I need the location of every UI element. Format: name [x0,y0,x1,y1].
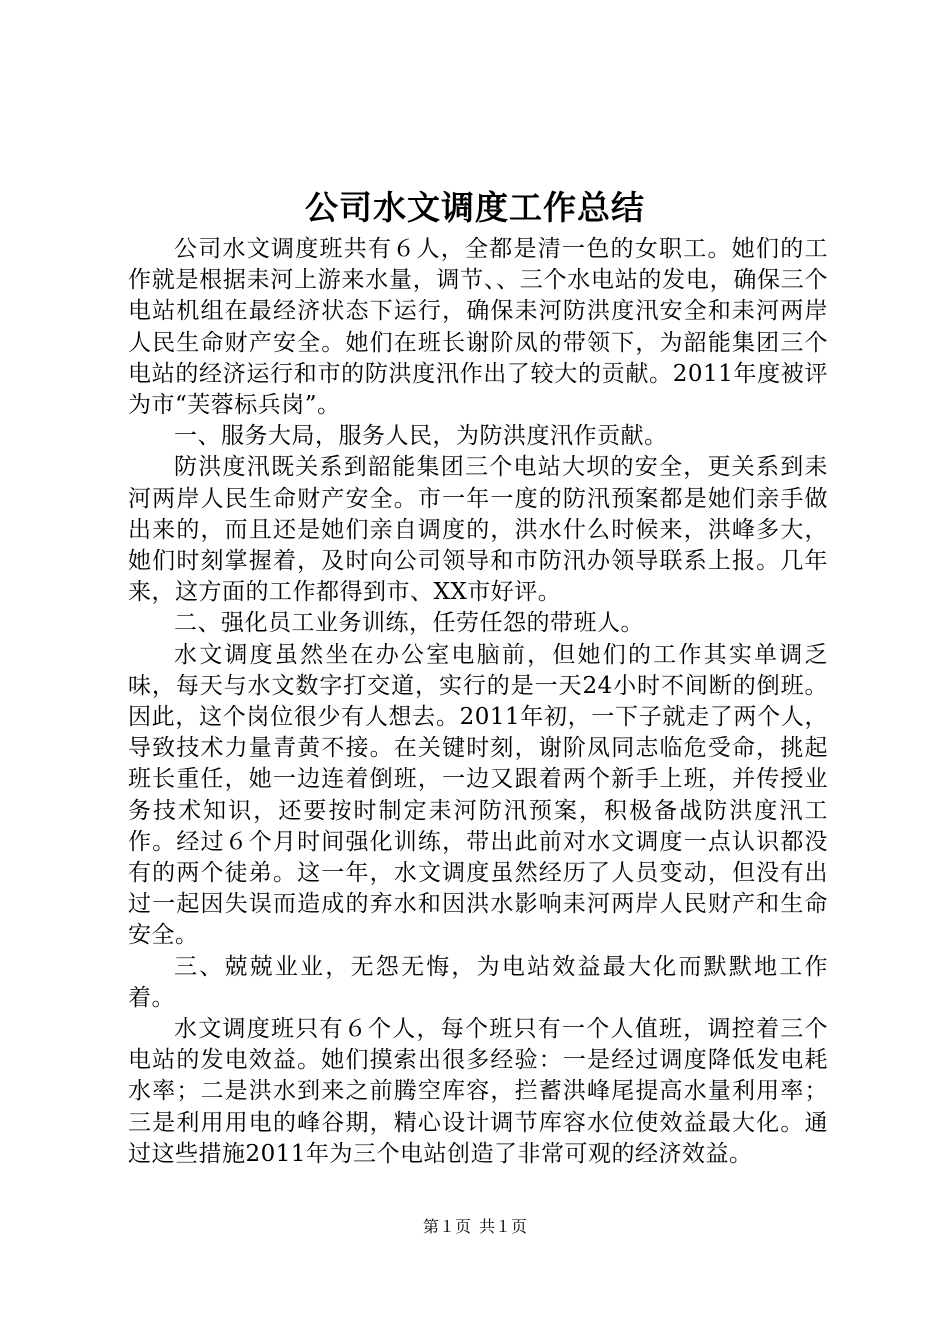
section-heading-2: 二、强化员工业务训练，任劳任怨的带班人。 [174,610,644,637]
document-title: 公司水文调度工作总结 [305,188,645,227]
paragraph-intro: 公司水文调度班共有６人，全都是清一色的女职工。她们的工作就是根据耒河上游来水量，调节、、三个水电站的发电，确保三个电站机组在最经济状态下运行，确保耒河防洪度汛安全和耒河两岸人民生命财产安全。她们在班长谢阶凤的带领下，为韶能集团三个电站的经济运行和市的防洪度汛作出了较大的贡献。2011年度被评为市“芙蓉标兵岗”。 [128,236,828,419]
paragraph-section-2: 水文调度虽然坐在办公室电脑前，但她们的工作其实单调乏味，每天与水文数字打交道，实行的是一天24小时不间断的倒班。因此，这个岗位很少有人想去。2011年初，一下子就走了两个人，导致技术力量青黄不接。在关键时刻，谢阶凤同志临危受命，挑起班长重任，她一边连着倒班，一边又跟着两个新手上班，并传授业务技术知识，还要按时制定耒河防汛预案，积极备战防洪度汛工作。经过６个月时间强化训练，带出此前对水文调度一点认识都没有的两个徒弟。这一年，水文调度虽然经历了人员变动，但没有出过一起因失误而造成的弃水和因洪水影响耒河两岸人民财产和生命安全。 [128,641,828,949]
page-total: 共１页 [479,1217,528,1236]
paragraph-section-1: 防洪度汛既关系到韶能集团三个电站大坝的安全，更关系到耒河两岸人民生命财产安全。市一年一度的防汛预案都是她们亲手做出来的，而且还是她们亲自调度的，洪水什么时候来，洪峰多大，她们时刻掌握着，及时向公司领导和市防汛办领导联系上报。几年来，这方面的工作都得到市、XX市好评。 [128,454,828,606]
page-number: 第１页 [422,1217,471,1236]
page-footer [0,1216,950,1238]
document-body [128,234,828,1170]
paragraph-section-3: 水文调度班只有６个人，每个班只有一个人值班，调控着三个电站的发电效益。她们摸索出很多经验：一是经过调度降低发电耗水率；二是洪水到来之前腾空库容，拦蓄洪峰尾提高水量利用率；三是利用用电的峰谷期，精心设计调节库容水位使效益最大化。通过这些措施2011年为三个电站创造了非常可观的经济效益。 [128,1016,828,1167]
section-heading-3: 三、兢兢业业，无怨无悔，为电站效益最大化而默默地工作着。 [128,953,828,1011]
section-heading-1: 一、服务大局，服务人民，为防洪度汛作贡献。 [174,423,668,450]
